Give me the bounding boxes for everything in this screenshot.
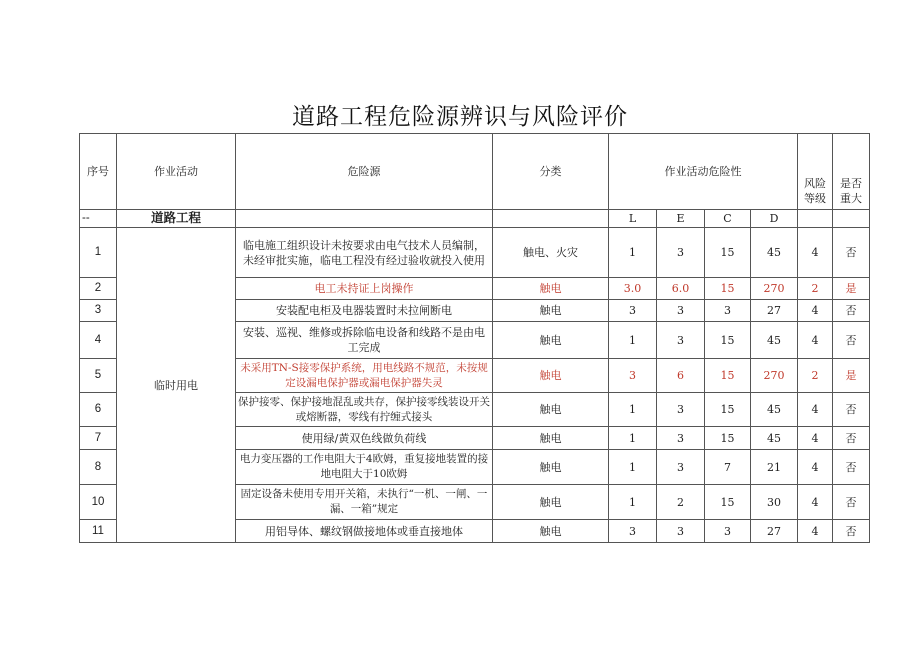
row-category: 触电 [493, 485, 609, 520]
row-c: 15 [705, 278, 751, 300]
row-seq: 8 [80, 450, 117, 485]
row-seq: 10 [80, 485, 117, 520]
row-major: 否 [833, 393, 870, 427]
row-category: 触电 [493, 278, 609, 300]
row-hazard: 保护接零、保护接地混乱或共存，保护接零线装设开关或熔断器，零线有拧缠式接头 [236, 393, 493, 427]
row-c: 15 [705, 228, 751, 278]
row-hazard: 电力变压器的工作电阻大于4欧姆，重复接地装置的接地电阻大于10欧姆 [236, 450, 493, 485]
row-d: 45 [751, 393, 798, 427]
row-category: 触电 [493, 520, 609, 543]
section-name: 道路工程 [117, 210, 236, 228]
row-e: 3 [657, 300, 705, 322]
row-category: 触电 [493, 300, 609, 322]
row-l: 1 [609, 393, 657, 427]
row-category: 触电 [493, 393, 609, 427]
row-hazard: 安装、巡视、维修或拆除临电设备和线路不是由电工完成 [236, 322, 493, 359]
row-hazard: 安装配电柜及电器装置时未拉闸断电 [236, 300, 493, 322]
row-category: 触电 [493, 450, 609, 485]
row-seq: 2 [80, 278, 117, 300]
row-d: 27 [751, 300, 798, 322]
row-level: 4 [798, 228, 833, 278]
row-e: 3 [657, 393, 705, 427]
row-l: 1 [609, 450, 657, 485]
row-l: 1 [609, 322, 657, 359]
header-seq: 序号 [80, 134, 117, 210]
section-empty-hazard [236, 210, 493, 228]
row-l: 1 [609, 228, 657, 278]
row-d: 270 [751, 359, 798, 393]
row-d: 45 [751, 228, 798, 278]
row-seq: 7 [80, 427, 117, 450]
row-level: 4 [798, 520, 833, 543]
row-d: 270 [751, 278, 798, 300]
row-hazard: 临电施工组织设计未按要求由电气技术人员编制，未经审批实施，临电工程没有经过验收就投入使用 [236, 228, 493, 278]
row-major: 是 [833, 278, 870, 300]
row-d: 30 [751, 485, 798, 520]
row-level: 4 [798, 300, 833, 322]
row-category: 触电 [493, 322, 609, 359]
row-major: 是 [833, 359, 870, 393]
row-d: 27 [751, 520, 798, 543]
col-e-label: E [657, 210, 705, 228]
row-seq: 4 [80, 322, 117, 359]
row-major: 否 [833, 427, 870, 450]
row-hazard: 电工未持证上岗操作 [236, 278, 493, 300]
col-c-label: C [705, 210, 751, 228]
row-hazard: 固定设备未使用专用开关箱，未执行“一机、一闸、一漏、一箱”规定 [236, 485, 493, 520]
row-seq: 1 [80, 228, 117, 278]
row-seq: 3 [80, 300, 117, 322]
row-level: 4 [798, 393, 833, 427]
row-level: 4 [798, 427, 833, 450]
row-e: 6 [657, 359, 705, 393]
row-l: 1 [609, 427, 657, 450]
row-major: 否 [833, 300, 870, 322]
row-e: 3 [657, 228, 705, 278]
row-d: 21 [751, 450, 798, 485]
row-c: 15 [705, 393, 751, 427]
row-level: 2 [798, 359, 833, 393]
row-c: 15 [705, 485, 751, 520]
row-hazard: 未采用TN-S接零保护系统，用电线路不规范，未按规定设漏电保护器或漏电保护器失灵 [236, 359, 493, 393]
section-empty-level [798, 210, 833, 228]
row-hazard: 用铝导体、螺纹钢做接地体或垂直接地体 [236, 520, 493, 543]
row-category: 触电 [493, 359, 609, 393]
row-c: 15 [705, 427, 751, 450]
section-empty-category [493, 210, 609, 228]
row-category: 触电 [493, 427, 609, 450]
activity-group: 临时用电 [117, 228, 236, 543]
header-major: 是否 重大 [833, 134, 870, 210]
row-level: 4 [798, 485, 833, 520]
row-l: 3.0 [609, 278, 657, 300]
row-e: 3 [657, 450, 705, 485]
section-row [80, 210, 870, 228]
row-d: 45 [751, 427, 798, 450]
row-level: 2 [798, 278, 833, 300]
header-category: 分类 [493, 134, 609, 210]
header-row [80, 134, 870, 210]
row-major: 否 [833, 322, 870, 359]
row-l: 3 [609, 359, 657, 393]
section-empty-major [833, 210, 870, 228]
header-activity: 作业活动 [117, 134, 236, 210]
row-c: 7 [705, 450, 751, 485]
row-c: 3 [705, 520, 751, 543]
row-c: 3 [705, 300, 751, 322]
row-c: 15 [705, 359, 751, 393]
header-level: 风险 等级 [798, 134, 833, 210]
risk-table [79, 133, 870, 543]
row-l: 3 [609, 520, 657, 543]
row-major: 否 [833, 485, 870, 520]
row-e: 3 [657, 520, 705, 543]
row-c: 15 [705, 322, 751, 359]
row-l: 1 [609, 485, 657, 520]
row-e: 3 [657, 427, 705, 450]
row-e: 3 [657, 322, 705, 359]
table-row [80, 228, 870, 278]
row-category: 触电、火灾 [493, 228, 609, 278]
row-major: 否 [833, 228, 870, 278]
row-level: 4 [798, 450, 833, 485]
section-dash: -- [80, 210, 117, 228]
row-seq: 6 [80, 393, 117, 427]
row-e: 6.0 [657, 278, 705, 300]
col-d-label: D [751, 210, 798, 228]
row-l: 3 [609, 300, 657, 322]
page-title: 道路工程危险源辨识与风险评价 [292, 104, 628, 130]
row-level: 4 [798, 322, 833, 359]
row-e: 2 [657, 485, 705, 520]
row-hazard: 使用绿/黄双色线做负荷线 [236, 427, 493, 450]
row-major: 否 [833, 450, 870, 485]
row-seq: 11 [80, 520, 117, 543]
row-d: 45 [751, 322, 798, 359]
row-seq: 5 [80, 359, 117, 393]
row-major: 否 [833, 520, 870, 543]
col-l-label: L [609, 210, 657, 228]
header-risk-group: 作业活动危险性 [609, 134, 798, 210]
header-hazard: 危险源 [236, 134, 493, 210]
